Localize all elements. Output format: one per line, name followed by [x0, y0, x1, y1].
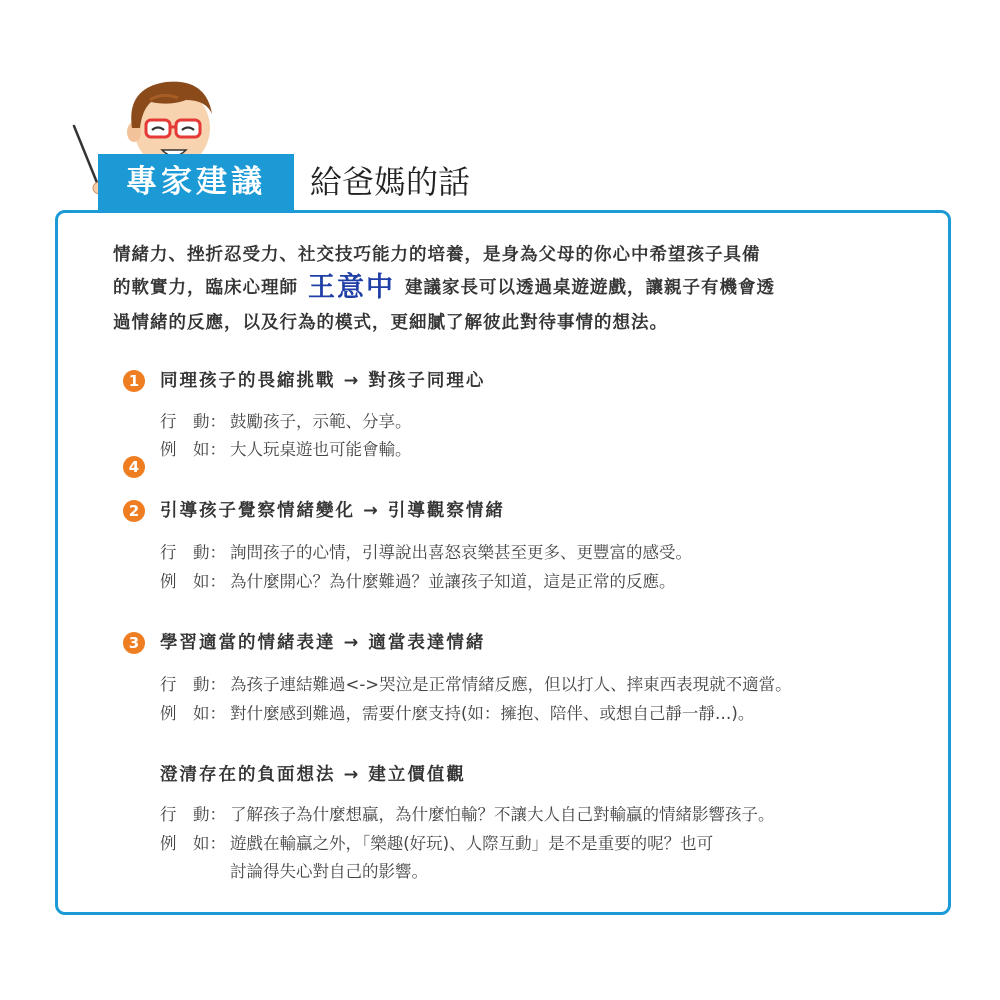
section-example-text: 大人玩桌遊也可能會輸。	[230, 440, 412, 459]
intro-line-1: 情緒力、挫折忍受力、社交技巧能力的培養，是身為父母的你心中希望孩子具備	[113, 245, 761, 265]
action-label: 行 動：	[160, 805, 226, 824]
section-action-row	[160, 673, 792, 697]
section-title: 引導孩子覺察情緒變化 → 引導觀察情緒	[160, 501, 505, 521]
example-label: 例 如：	[160, 440, 226, 459]
example-label: 例 如：	[160, 834, 226, 853]
example-label: 例 如：	[160, 572, 226, 591]
intro-line-2-before: 的軟實力，臨床心理師	[113, 278, 298, 298]
section-action-text: 鼓勵孩子，示範、分享。	[230, 412, 412, 431]
intro-line-2	[113, 273, 775, 303]
section-example-row	[160, 570, 676, 594]
section-title: 澄清存在的負面想法 → 建立價值觀	[160, 765, 466, 785]
header-subtitle: 給爸媽的話	[310, 163, 471, 201]
action-label: 行 動：	[160, 412, 226, 431]
action-label: 行 動：	[160, 675, 226, 694]
intro-line-2-after: 建議家長可以透過桌遊遊戲，讓親子有機會透	[405, 278, 775, 298]
expert-name: 王意中	[308, 272, 395, 303]
section-title: 同理孩子的畏縮挑戰 → 對孩子同理心	[160, 371, 486, 391]
section-action-text: 詢問孩子的心情，引導說出喜怒哀樂甚至更多、更豐富的感受。	[230, 543, 692, 562]
intro-line-3: 過情緒的反應，以及行為的模式，更細膩了解彼此對待事情的想法。	[113, 313, 668, 333]
section-example-continuation: 討論得失心對自己的影響。	[230, 862, 428, 881]
section-number-badge: 3	[123, 632, 145, 654]
section-number-badge: 1	[123, 370, 145, 392]
section-example-row	[160, 832, 713, 856]
section-action-text: 為孩子連結難過<->哭泣是正常情緒反應，但以打人、摔東西表現就不適當。	[230, 675, 792, 694]
section-example-text: 對什麼感到難過，需要什麼支持(如：擁抱、陪伴、或想自己靜一靜…)。	[230, 704, 755, 723]
section-example-text: 為什麼開心？為什麼難過？並讓孩子知道，這是正常的反應。	[230, 572, 676, 591]
section-number-badge: 4	[123, 456, 145, 478]
section-action-text: 了解孩子為什麼想贏，為什麼怕輸？不讓大人自己對輸贏的情緒影響孩子。	[230, 805, 775, 824]
section-example-row	[160, 438, 412, 462]
expert-advice-badge: 專家建議	[98, 154, 294, 210]
section-example-text: 遊戲在輸贏之外，「樂趣(好玩)、人際互動」是不是重要的呢？也可	[230, 834, 714, 853]
section-example-row	[160, 702, 754, 726]
section-action-row	[160, 410, 412, 434]
section-title: 學習適當的情緒表達 → 適當表達情緒	[160, 633, 486, 653]
section-number-badge: 2	[123, 500, 145, 522]
section-action-row	[160, 803, 775, 827]
section-action-row	[160, 541, 692, 565]
action-label: 行 動：	[160, 543, 226, 562]
example-label: 例 如：	[160, 704, 226, 723]
